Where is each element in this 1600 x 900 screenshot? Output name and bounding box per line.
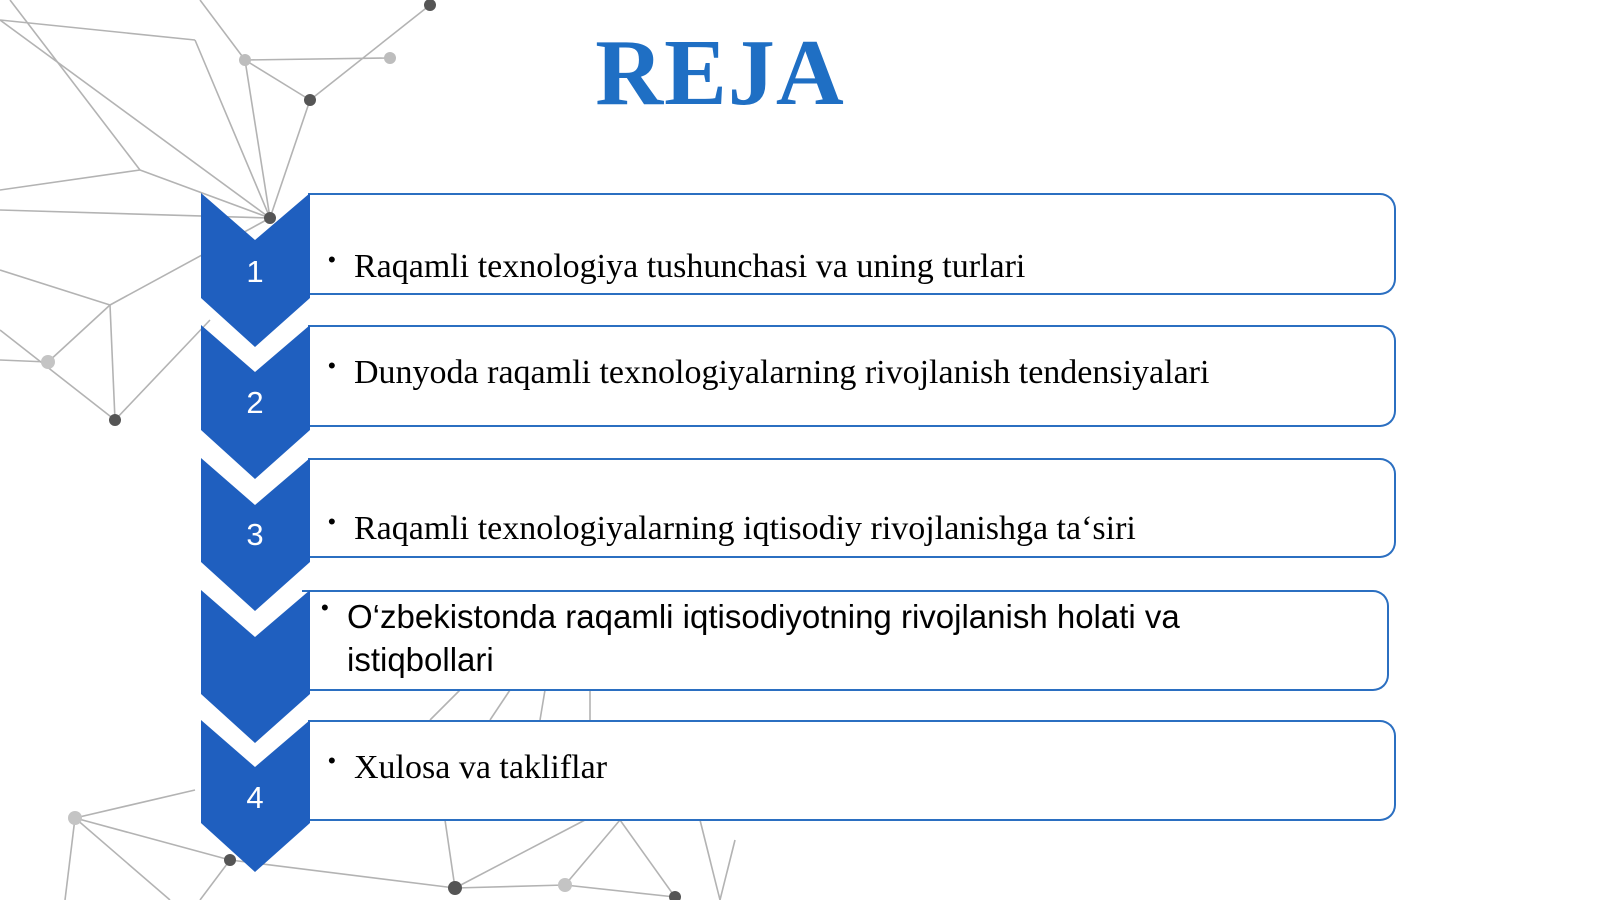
- plan-item-text: O‘zbekistonda raqamli iqtisodiyotning rivojlanish holati va istiqbollari: [347, 598, 1180, 678]
- plan-item-text: Raqamli texnologiyalarning iqtisodiy rivojlanishga ta‘siri: [354, 510, 1136, 547]
- bullet-icon: •: [328, 247, 336, 272]
- chevron-arrow-4: [201, 590, 310, 743]
- plan-item-4: [321, 595, 1321, 681]
- plan-item-text: Dunyoda raqamli texnologiyalarning rivojlanish tendensiyalari: [354, 354, 1210, 391]
- plan-item-2: [328, 353, 1378, 393]
- bullet-icon: •: [328, 509, 336, 534]
- plan-item-1: [328, 247, 1378, 287]
- plan-item-5: [328, 748, 1378, 788]
- bullet-icon: •: [321, 595, 329, 620]
- plan-item-text: Raqamli texnologiya tushunchasi va uning turlari: [354, 248, 1026, 285]
- item-number-1: 1: [246, 254, 264, 289]
- bullet-icon: •: [328, 748, 336, 773]
- item-number-3: 3: [246, 517, 264, 552]
- item-number-2: 2: [246, 385, 264, 420]
- plan-item-3: [328, 509, 1378, 549]
- plan-item-text: Xulosa va takliflar: [354, 749, 608, 786]
- item-number-5: 4: [246, 780, 264, 815]
- bullet-icon: •: [328, 353, 336, 378]
- slide-title: REJA: [595, 21, 845, 125]
